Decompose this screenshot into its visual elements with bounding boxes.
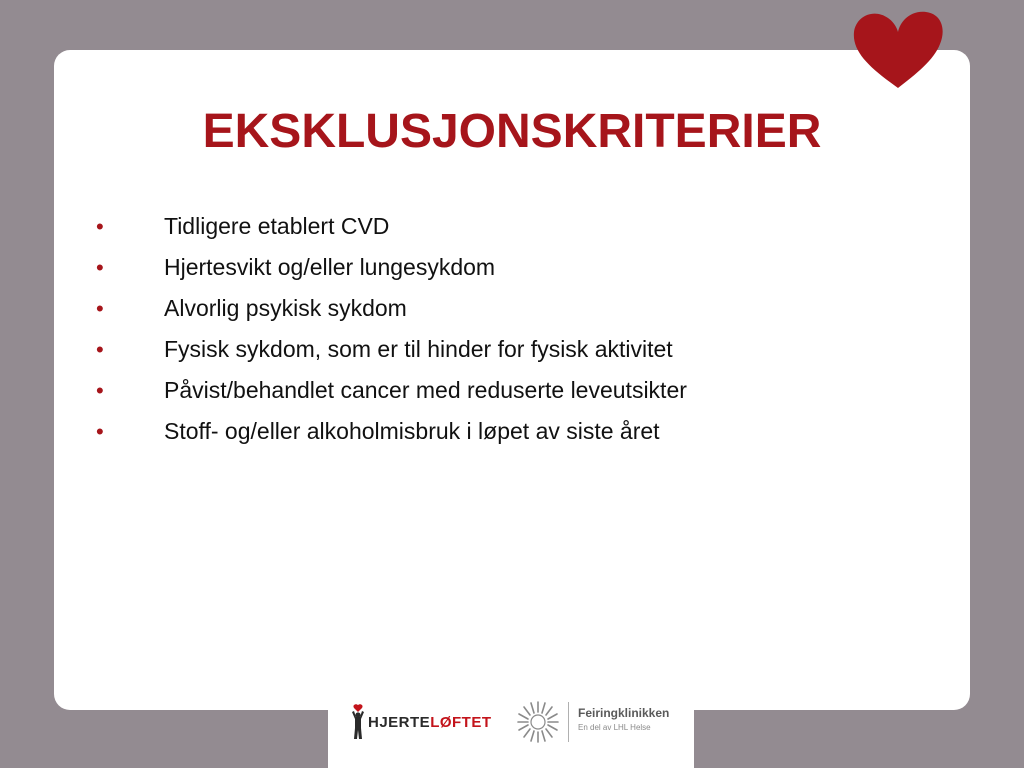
- heart-icon: [848, 8, 948, 92]
- bullet-icon: •: [96, 378, 104, 403]
- exclusion-criteria-list: [96, 206, 687, 452]
- list-item: [96, 329, 687, 370]
- list-item: [96, 288, 687, 329]
- list-item-text: Tidligere etablert CVD: [164, 213, 390, 239]
- person-lifting-heart-icon: [350, 704, 366, 740]
- feiringklinikken-subtitle: En del av LHL Helse: [578, 723, 651, 732]
- logo-bar: [328, 688, 694, 768]
- bullet-icon: •: [96, 255, 104, 280]
- list-item-text: Alvorlig psykisk sykdom: [164, 295, 407, 321]
- list-item-text: Hjertesvikt og/eller lungesykdom: [164, 254, 496, 280]
- logo-divider: [568, 702, 569, 742]
- slide-title: EKSKLUSJONSKRITERIER: [202, 105, 822, 158]
- wordmark-part-red: LØFTET: [430, 713, 492, 731]
- bullet-icon: •: [96, 214, 104, 239]
- hjerteloftet-wordmark: [368, 714, 492, 731]
- bullet-icon: •: [96, 419, 104, 444]
- list-item-text: Fysisk sykdom, som er til hinder for fysisk aktivitet: [164, 336, 673, 362]
- hjerteloftet-logo: [350, 700, 492, 744]
- wordmark-part-dark: HJERTE: [368, 713, 431, 731]
- bullet-icon: •: [96, 337, 104, 362]
- list-item-text: Påvist/behandlet cancer med reduserte leveutsikter: [164, 377, 687, 403]
- list-item-text: Stoff- og/eller alkoholmisbruk i løpet av siste året: [164, 418, 660, 444]
- list-item: [96, 370, 687, 411]
- feiringklinikken-name: Feiringklinikken: [578, 706, 670, 720]
- list-item: [96, 206, 687, 247]
- radial-lines-icon: [514, 698, 562, 746]
- list-item: [96, 247, 687, 288]
- bullet-icon: •: [96, 296, 104, 321]
- list-item: [96, 411, 687, 452]
